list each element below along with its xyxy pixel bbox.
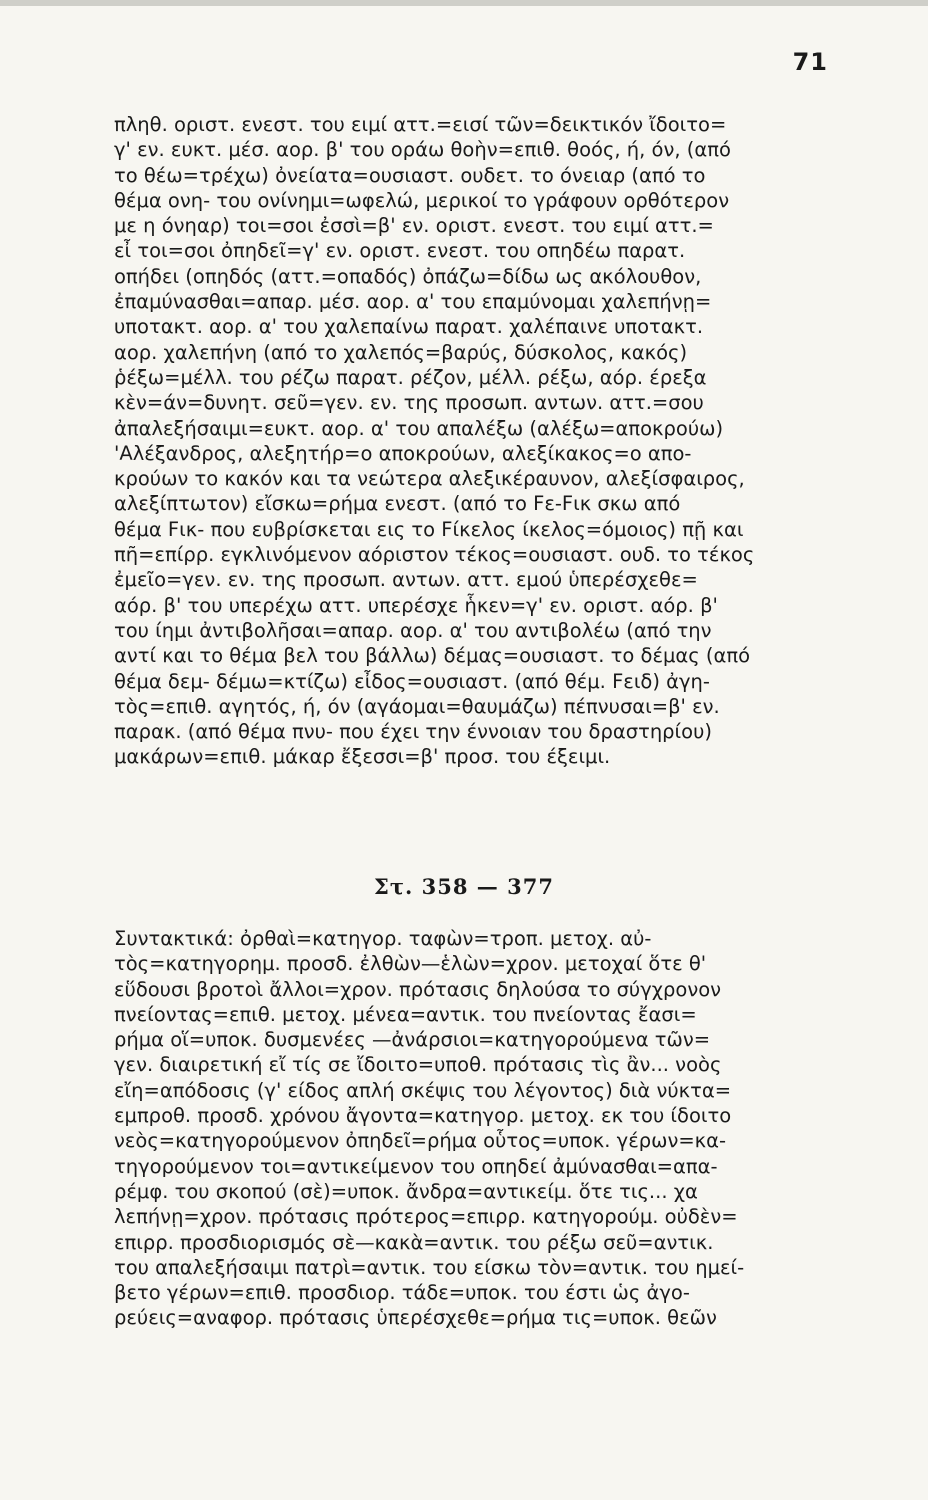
text-line: Συντακτικά: ὀρθαὶ=κατηγορ. ταφὼν=τροπ. μετοχ. αὐ- xyxy=(114,927,652,950)
text-line: θέμα δεμ- δέμω=κτίζω) εἶδος=ουσιαστ. (από θέμ. Fειδ) ἀγη- xyxy=(114,669,710,693)
text-line: γεν. διαιρετική εἴ τίς σε ἴδοιτο=υποθ. πρότασις τὶς ἂν... νοὸς xyxy=(114,1053,722,1077)
text-line: νεὸς=κατηγορούμενον ὀπηδεῖ=ρήμα οὗτος=υποκ. γέρων=κα- xyxy=(114,1129,727,1153)
page-number: 71 xyxy=(792,48,828,76)
text-line: μακάρων=επιθ. μάκαρ ἔξεσσι=β' προσ. του έξειμι. xyxy=(114,745,611,769)
text-line: ἐμεῖο=γεν. εν. της προσωπ. αντων. αττ. εμού ὑπερέσχεθε= xyxy=(114,568,698,592)
text-line: ἀπαλεξήσαιμι=ευκτ. αορ. α' του απαλέξω (αλέξω=αποκρούω) xyxy=(114,416,724,440)
vocabulary-paragraph xyxy=(114,112,830,770)
text-line: ρέμφ. του σκοπού (σὲ)=υποκ. ἄνδρα=αντικείμ. ὅτε τις... χα xyxy=(114,1179,698,1203)
text-line: πῆ=επίρρ. εγκλινόμενον αόριστον τέκος=ουσιαστ. ουδ. το τέκος xyxy=(114,543,755,567)
text-line: ῥέξω=μέλλ. του ρέζω παρατ. ρέζον, μέλλ. ρέξω, αόρ. έρεξα xyxy=(114,365,707,389)
text-line: θέμα ονη- του ονίνημι=ωφελώ, μερικοί το γράφουν ορθότερον xyxy=(114,188,730,212)
text-line: κὲν=άν=δυνητ. σεῦ=γεν. εν. της προσωπ. αντων. αττ.=σου xyxy=(114,391,704,415)
text-line: εμπροθ. προσδ. χρόνου ἄγοντα=κατηγορ. μετοχ. εκ του ίδοιτο xyxy=(114,1104,732,1128)
text-line: αορ. χαλεπήνη (από το χαλεπός=βαρύς, δύσκολος, κακός) xyxy=(114,340,688,364)
text-line: επιρρ. προσδιορισμός σὲ—κακὰ=αντικ. του ρέξω σεῦ=αντικ. xyxy=(114,1230,714,1254)
text-line: γ' εν. ευκτ. μέσ. αορ. β' του οράω θοὴν=επιθ. θοός, ή, όν, (από xyxy=(114,138,731,162)
syntax-paragraph xyxy=(114,926,830,1331)
text-line: αντί και το θέμα βελ του βάλλω) δέμας=ουσιαστ. το δέμας (από xyxy=(114,644,751,668)
text-line: οπήδει (οπηδός (αττ.=οπαδός) ὀπάζω=δίδω ως ακόλουθον, xyxy=(114,264,702,288)
text-line: παρακ. (από θέμα πνυ- που έχει την έννοιαν του δραστηρίου) xyxy=(114,720,712,744)
text-line: αλεξίπτωτον) εἴσκω=ρήμα ενεστ. (από το Fε-Fικ σκω από xyxy=(114,492,681,516)
text-line: με η όνηαρ) τοι=σοι ἐσσὶ=β' εν. οριστ. ενεστ. του ειμί αττ.= xyxy=(114,214,714,238)
text-line: ἐπαμύνασθαι=απαρ. μέσ. αορ. α' του επαμύνομαι χαλεπήνῃ= xyxy=(114,290,712,314)
text-line: τὸς=επιθ. αγητός, ή, όν (αγάομαι=θαυμάζω) πέπνυσαι=β' εν. xyxy=(114,694,720,718)
text-line: θέμα Fικ- που ευβρίσκεται εις το Fίκελος ίκελος=όμοιος) πῇ και xyxy=(114,517,744,541)
text-line: υποτακτ. αορ. α' του χαλεπαίνω παρατ. χαλέπαινε υποτακτ. xyxy=(114,315,704,339)
text-line: ρήμα οἵ=υποκ. δυσμενέες —ἀνάρσιοι=κατηγορούμενα τῶν= xyxy=(114,1028,711,1052)
text-line: ρεύεις=αναφορ. πρότασις ὑπερέσχεθε=ρήμα τις=υποκ. θεῶν xyxy=(114,1306,717,1330)
text-line: 'Αλέξανδρος, αλεξητήρ=ο αποκρούων, αλεξίκακος=ο απο- xyxy=(114,441,692,465)
scan-edge xyxy=(0,0,928,6)
text-line: τηγορούμενον τοι=αντικείμενον του οπηδεί ἀμύνασθαι=απα- xyxy=(114,1154,718,1178)
text-line: λεπήνῃ=χρον. πρότασις πρότερος=επιρρ. κατηγορούμ. οὐδὲν= xyxy=(114,1205,738,1229)
text-line: πνείοντας=επιθ. μετοχ. μένεα=αντικ. του πνείοντας ἔασι= xyxy=(114,1002,697,1026)
text-line: του απαλεξήσαιμι πατρὶ=αντικ. του είσκω τὸν=αντικ. του ημεί- xyxy=(114,1255,745,1279)
text-line: πληθ. οριστ. ενεστ. του ειμί αττ.=εισί τῶν=δεικτικόν ἴδοιτο= xyxy=(114,113,727,136)
text-line: το θέω=τρέχω) ὀνείατα=ουσιαστ. ουδετ. το όνειαρ (από το xyxy=(114,163,706,187)
text-line: εὕδουσι βροτοὶ ἄλλοι=χρον. πρότασις δηλούσα το σύγχρονον xyxy=(114,977,722,1001)
text-line: τὸς=κατηγορημ. προσδ. ἐλθὼν—ἑλὼν=χρον. μετοχαί ὅτε θ' xyxy=(114,952,707,976)
text-line: αόρ. β' του υπερέχω αττ. υπερέσχε ἧκεν=γ' εν. οριστ. αόρ. β' xyxy=(114,593,718,617)
section-heading: Στ. 358 — 377 xyxy=(374,874,554,899)
text-line: του ίημι ἀντιβολῆσαι=απαρ. αορ. α' του αντιβολέω (από την xyxy=(114,618,712,642)
text-line: εἴη=απόδοσις (γ' είδος απλή σκέψις του λέγοντος) διὰ νύκτα= xyxy=(114,1078,732,1102)
text-line: εἶ τοι=σοι ὀπηδεῖ=γ' εν. οριστ. ενεστ. του οπηδέω παρατ. xyxy=(114,239,686,263)
text-line: κρούων το κακόν και τα νεώτερα αλεξικέραυνον, αλεξίσφαιρος, xyxy=(114,467,745,491)
text-line: βετο γέρων=επιθ. προσδιορ. τάδε=υποκ. του έστι ὡς ἀγο- xyxy=(114,1281,690,1305)
